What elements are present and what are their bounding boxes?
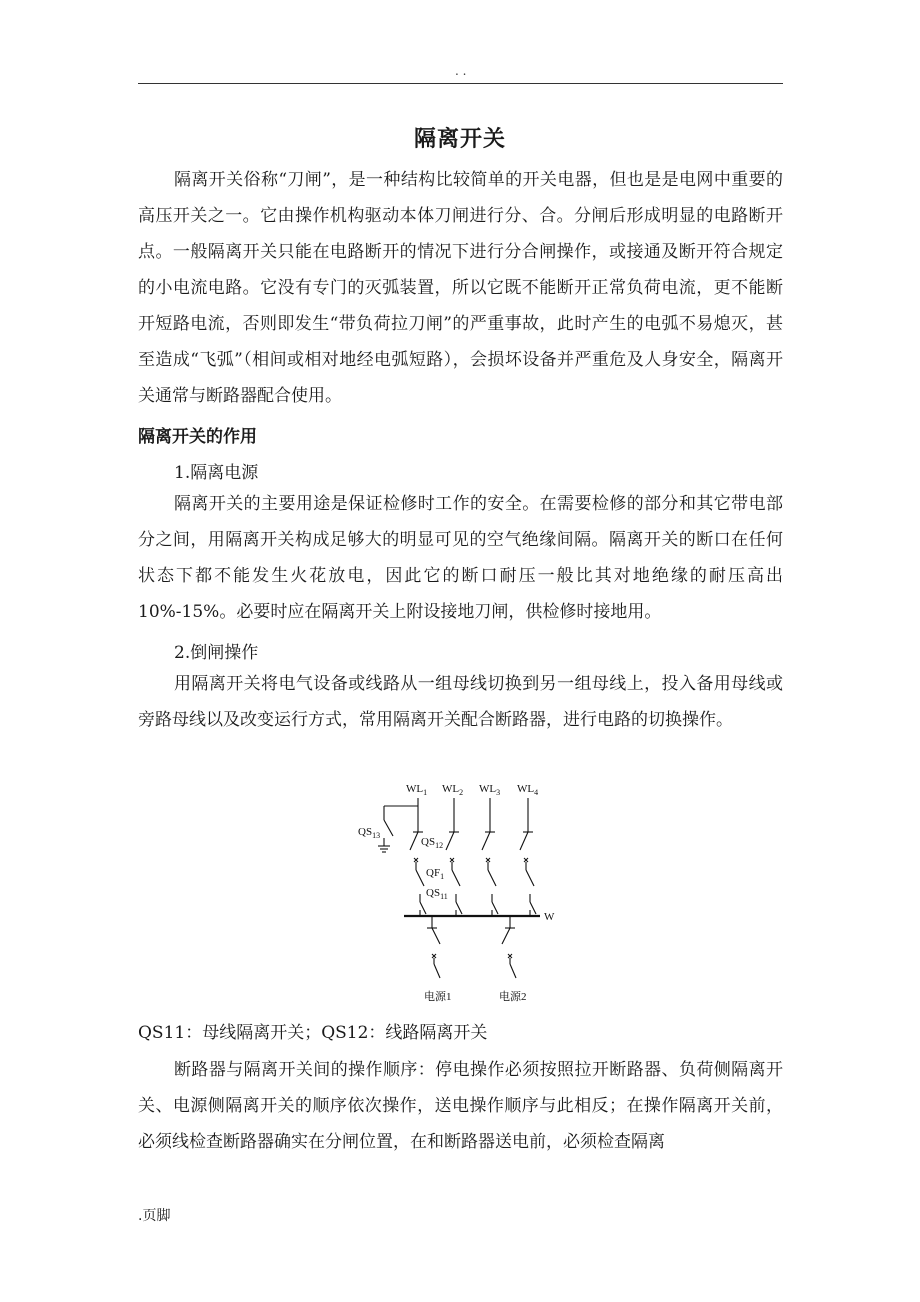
- source2-label: 电源2: [499, 991, 527, 1003]
- qs12-label: $QS_{12}$: [421, 836, 444, 850]
- qs11-label: $QS_{11}$: [426, 887, 448, 901]
- wl2-label: $WL_2$: [442, 783, 464, 797]
- qs12-blade: [410, 832, 418, 850]
- wl3-label: $WL_3$: [479, 783, 501, 797]
- page-footer: .页脚: [138, 1208, 171, 1224]
- header-mark: . .: [455, 64, 467, 78]
- header-rule: [138, 83, 783, 84]
- bus-label: W: [544, 911, 555, 923]
- diagram-caption: QS11：母线隔离开关；QS12：线路隔离开关: [138, 1023, 488, 1043]
- feeder3-blade3: [492, 902, 498, 914]
- item2-paragraph: 用隔离开关将电气设备或线路从一组母线切换到另一组母线上，投入备用母线或旁路母线以及改变运行方式，常用隔离开关配合断路器，进行电路的切换操作。: [138, 674, 783, 730]
- qf1-label: $QF_1$: [426, 867, 445, 881]
- source2-blade1: [502, 928, 510, 944]
- wl1-label: $WL_1$: [406, 783, 428, 797]
- feeder4-blade2: [526, 870, 534, 886]
- feeder2-blade2: [452, 870, 460, 886]
- wiring-diagram-svg: [340, 772, 580, 1010]
- item1-title: 1.隔离电源: [174, 463, 259, 483]
- feeder3-blade1: [482, 832, 490, 850]
- section-heading: 隔离开关的作用: [138, 427, 257, 447]
- item2-title: 2.倒闸操作: [174, 643, 259, 663]
- source1-blade2: [434, 964, 440, 978]
- qs13-blade: [384, 820, 393, 836]
- item1-paragraph: 隔离开关的主要用途是保证检修时工作的安全。在需要检修的部分和其它带电部分之间，用隔离开关构成足够大的明显可见的空气绝缘间隔。隔离开关的断口在任何状态下都不能发生火花放电，因此它的断口耐压一般比其对地绝缘的耐压高出10%-15%。必要时应在隔离开关上附设接地刀闸，供检修时接地用。: [138, 494, 783, 622]
- feeder2-blade1: [446, 832, 454, 850]
- source1-blade1: [432, 928, 440, 944]
- feeder4-blade1: [520, 832, 528, 850]
- wl4-label: $WL_4$: [517, 783, 539, 797]
- qs13-label: $QS_{13}$: [358, 826, 381, 840]
- qs11-blade: [420, 902, 426, 914]
- source1-label: 电源1: [424, 991, 452, 1003]
- page-title: 隔离开关: [413, 126, 506, 152]
- feeder4-blade3: [530, 902, 536, 914]
- feeder2-blade3: [456, 902, 462, 914]
- source2-blade2: [510, 964, 516, 978]
- operation-paragraph: 断路器与隔离开关间的操作顺序：停电操作必须按照拉开断路器、负荷侧隔离开关、电源侧隔离开关的顺序依次操作，送电操作顺序与此相反；在操作隔离开关前，必须线检查断路器确实在分闸位置，在和断路器送电前，必须检查隔离: [138, 1060, 783, 1152]
- qf1-blade: [416, 870, 424, 886]
- wiring-diagram: [340, 772, 580, 1010]
- feeder3-blade2: [488, 870, 496, 886]
- intro-paragraph: 隔离开关俗称“刀闸”，是一种结构比较简单的开关电器，但也是是电网中重要的高压开关之一。它由操作机构驱动本体刀闸进行分、合。分闸后形成明显的电路断开点。一般隔离开关只能在电路断开的情况下进行分合闸操作，或接通及断开符合规定的小电流电路。它没有专门的灭弧装置，所以它既不能断开正常负荷电流，更不能断开短路电流，否则即发生“带负荷拉刀闸”的严重事故，此时产生的电弧不易熄灭，甚至造成“飞弧”（相间或相对地经电弧短路），会损坏设备并严重危及人身安全，隔离开关通常与断路器配合使用。: [138, 170, 783, 406]
